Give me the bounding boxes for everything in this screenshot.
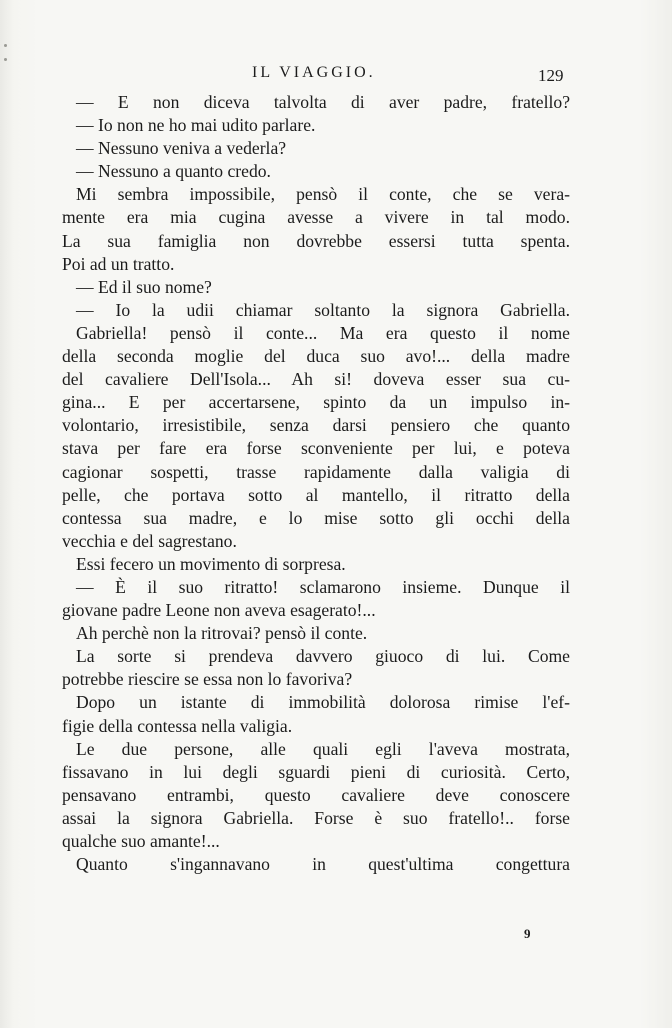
page-header <box>0 60 672 90</box>
text-line: — Ed il suo nome? <box>76 276 212 297</box>
text-line: qualche suo amante!... <box>62 831 220 851</box>
text-line: Le due persone, alle quali egli l'aveva mostrata, <box>76 738 570 759</box>
signature-mark: 9 <box>524 926 531 941</box>
text-line: — Io la udii chiamar soltanto la signora Gabriella. <box>76 299 570 320</box>
text-line: Dopo un istante di immobilità dolorosa rimise l'ef- <box>76 692 570 713</box>
text-line: contessa sua madre, e lo mise sotto gli occhi della <box>62 507 570 528</box>
text-line: del cavaliere Dell'Isola... Ah si! doveva esser sua cu- <box>62 369 570 390</box>
text-line: potrebbe riescire se essa non lo favoriva? <box>62 669 353 690</box>
body-text <box>62 91 570 876</box>
text-line: pelle, che portava sotto al mantello, il ritratto della <box>62 484 570 505</box>
text-line: La sorte si prendeva davvero giuoco di lui. Come <box>76 646 570 667</box>
text-line: cagionar sospetti, trasse rapidamente dalla valigia di <box>62 461 570 482</box>
page-number: 129 <box>538 66 564 85</box>
text-line: stava per fare era forse sconveniente per lui, e poteva <box>62 438 570 459</box>
text-line: — Nessuno veniva a vederla? <box>76 138 287 159</box>
text-line: — È il suo ritratto! sclamarono insieme. Dunque il <box>76 576 570 597</box>
text-line: Mi sembra impossibile, pensò il conte, che se vera- <box>76 184 570 205</box>
text-line: La sua famiglia non dovrebbe essersi tutta spenta. <box>62 230 570 251</box>
text-line: — E non diceva talvolta di aver padre, fratello? <box>76 92 570 112</box>
text-line: giovane padre Leone non aveva esagerato!... <box>62 600 376 621</box>
page-edge-speck <box>4 44 7 47</box>
text-line: pensavano entrambi, questo cavaliere deve conoscere <box>62 784 570 805</box>
running-title: IL VIAGGIO. <box>252 64 376 81</box>
text-line: Essi fecero un movimento di sorpresa. <box>76 553 346 574</box>
text-line: Poi ad un tratto. <box>62 253 175 274</box>
text-line: — Io non ne ho mai udito parlare. <box>76 115 316 136</box>
text-line: — Nessuno a quanto credo. <box>76 161 271 182</box>
text-line: vecchia e del sagrestano. <box>62 530 237 551</box>
text-line: assai la signora Gabriella. Forse è suo fratello!.. forse <box>62 807 570 828</box>
text-line: fissavano in lui degli sguardi pieni di curiosità. Certo, <box>62 761 570 782</box>
text-line: figie della contessa nella valigia. <box>62 715 293 736</box>
text-line: gina... E per accertarsene, spinto da un impulso in- <box>62 392 570 413</box>
text-line: Gabriella! pensò il conte... Ma era questo il nome <box>76 322 570 343</box>
text-line: volontario, irresistibile, senza darsi pensiero che quanto <box>62 415 570 436</box>
text-line: Quanto s'ingannavano in quest'ultima congettura <box>76 854 570 875</box>
text-line: Ah perchè non la ritrovai? pensò il conte. <box>76 623 368 644</box>
text-line: della seconda moglie del duca suo avo!... della madre <box>62 346 570 367</box>
text-line: mente era mia cugina avesse a vivere in tal modo. <box>62 207 570 228</box>
